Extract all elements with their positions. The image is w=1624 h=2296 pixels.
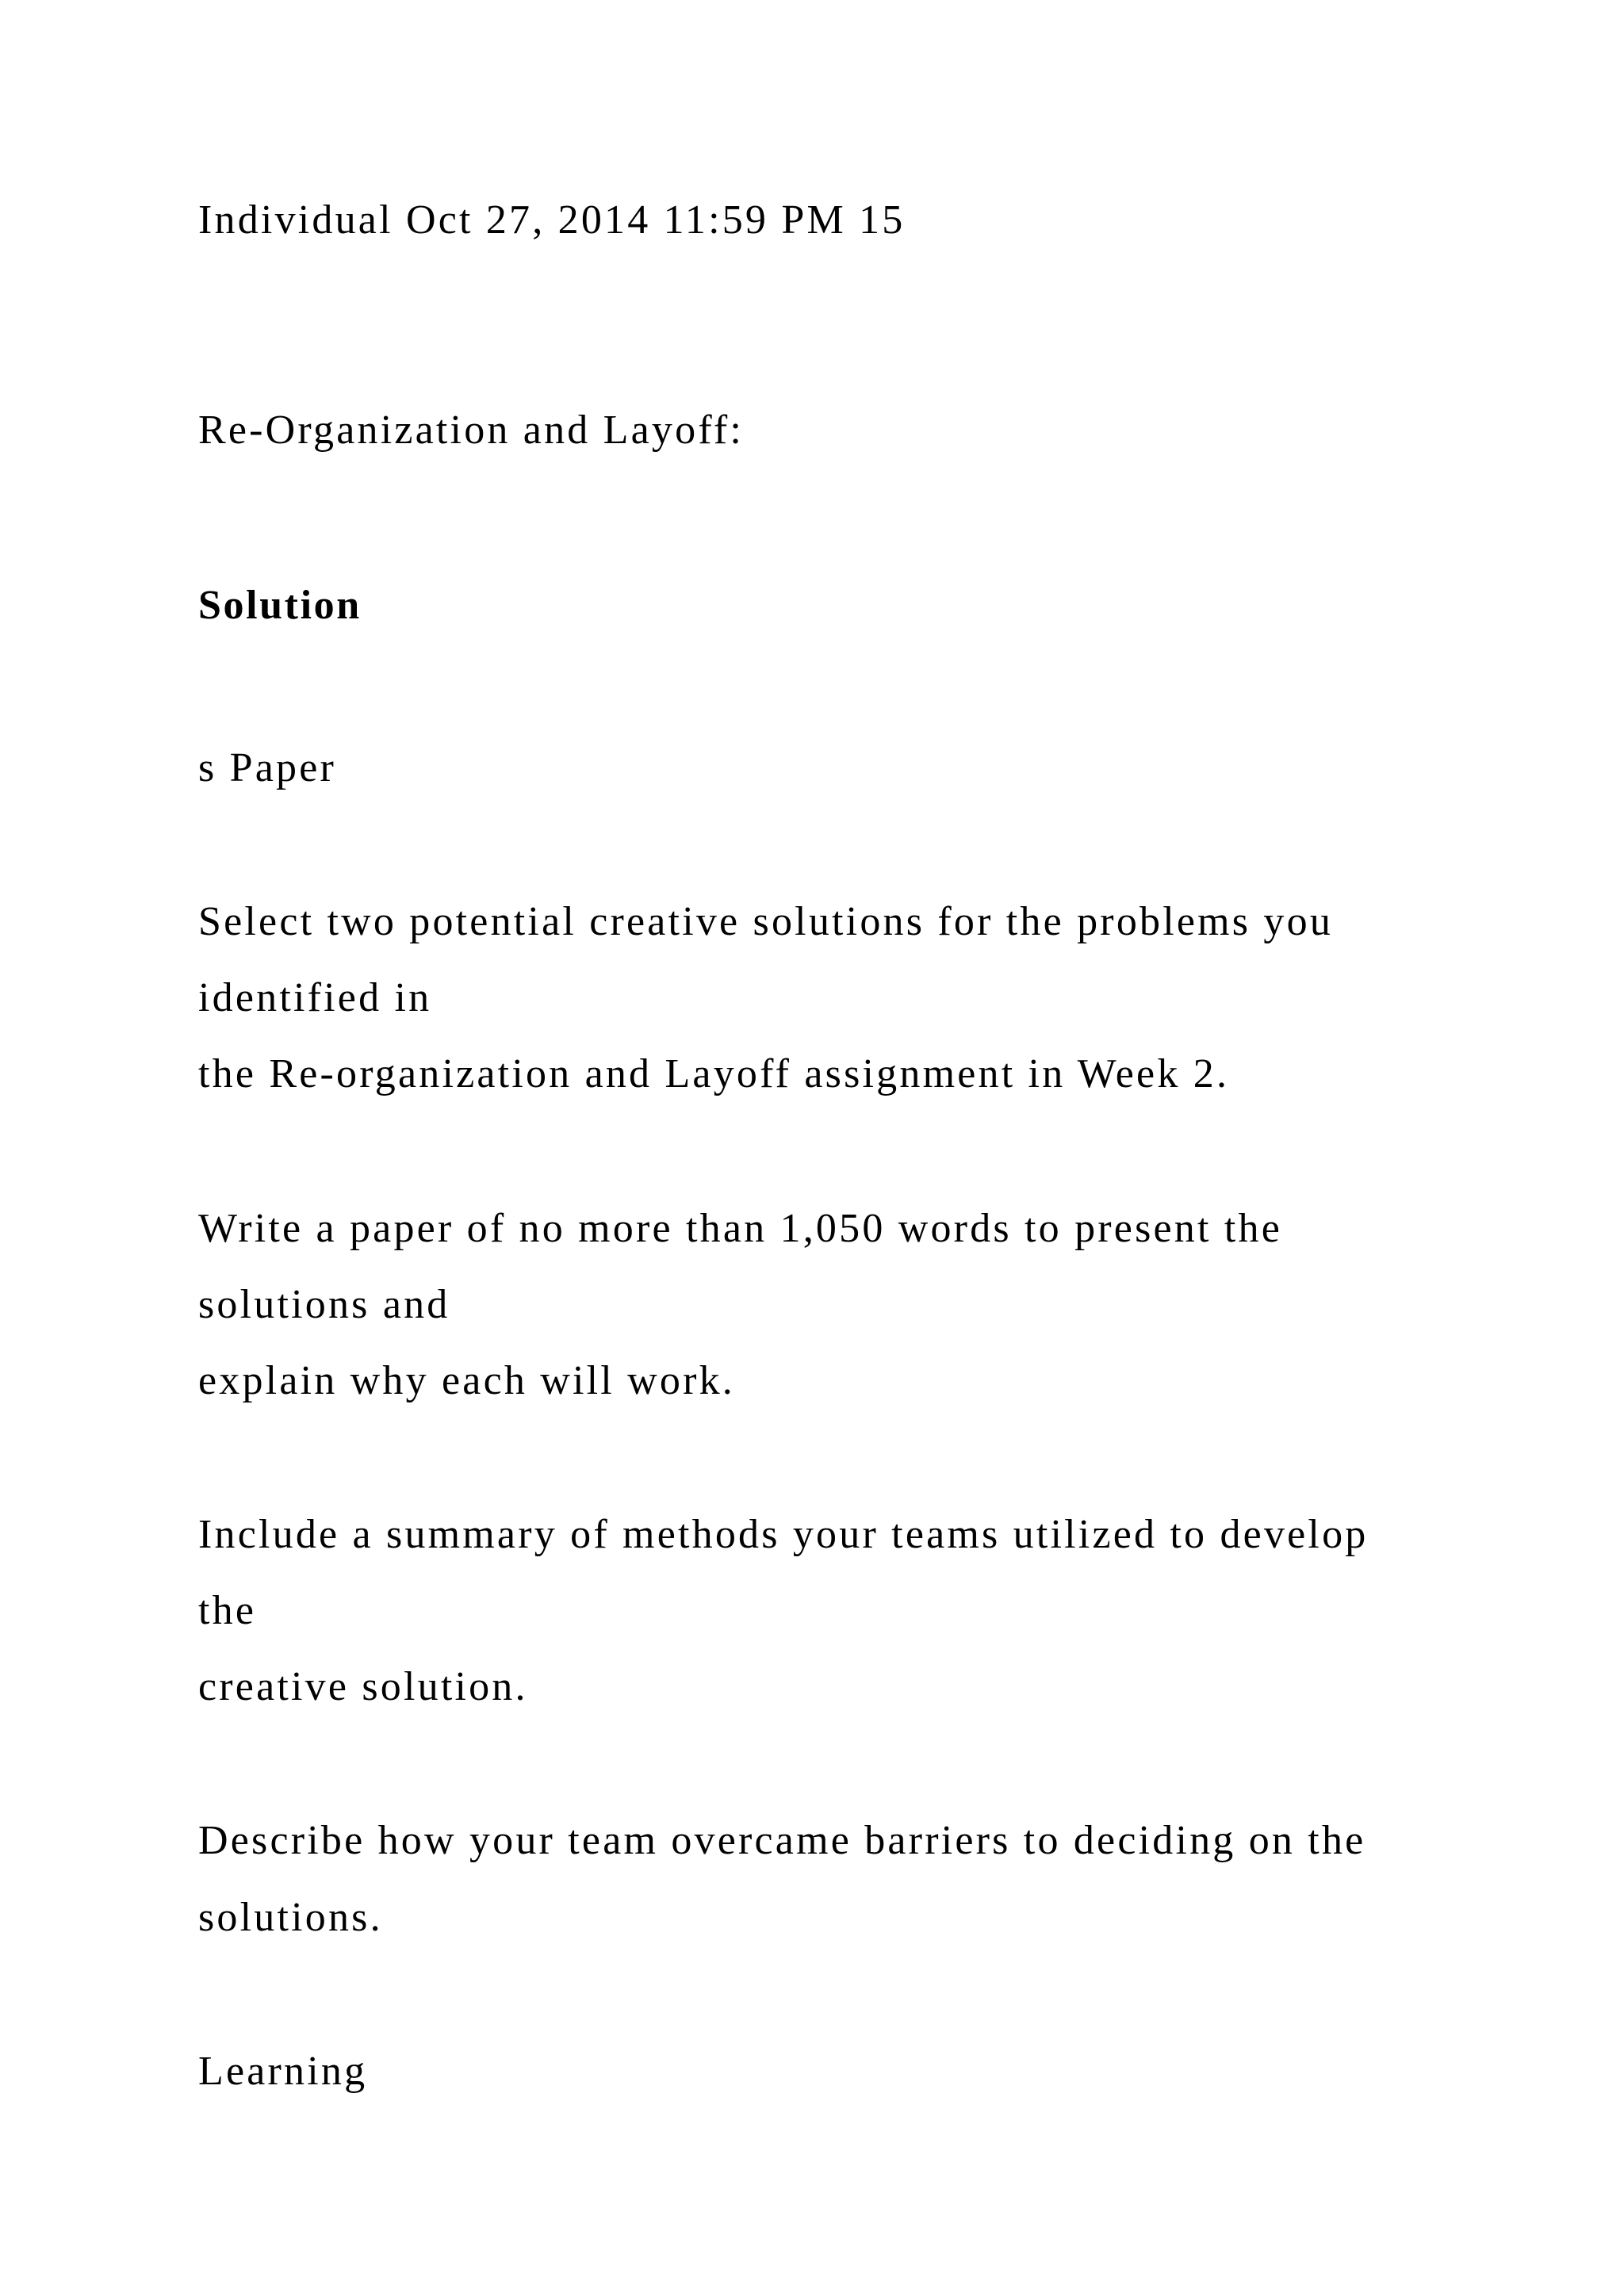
heading-continuation: s Paper <box>198 745 337 790</box>
heading: Solution <box>198 583 362 628</box>
paragraph-line: solutions. <box>198 1895 383 1940</box>
paragraph-line: Write a paper of no more than 1,050 words to present the <box>198 1206 1282 1251</box>
paragraph-line: Describe how your team overcame barriers to deciding on the <box>198 1818 1366 1863</box>
section-title: Re-Organization and Layoff: <box>198 408 745 453</box>
paragraph-line: the <box>198 1588 257 1633</box>
paragraph-line: Select two potential creative solutions for the problems you <box>198 899 1334 944</box>
paragraph-line: identified in <box>198 975 432 1020</box>
paragraph-line: Include a summary of methods your teams utilized to develop <box>198 1512 1369 1557</box>
paragraph-line: creative solution. <box>198 1664 528 1709</box>
paragraph-line: explain why each will work. <box>198 1358 736 1403</box>
paragraph-line: the Re-organization and Layoff assignment in Week 2. <box>198 1051 1230 1096</box>
trailing-line: Learning <box>198 2049 368 2094</box>
paragraph-line: solutions and <box>198 1282 450 1327</box>
header-line: Individual Oct 27, 2014 11:59 PM 15 <box>198 197 906 243</box>
